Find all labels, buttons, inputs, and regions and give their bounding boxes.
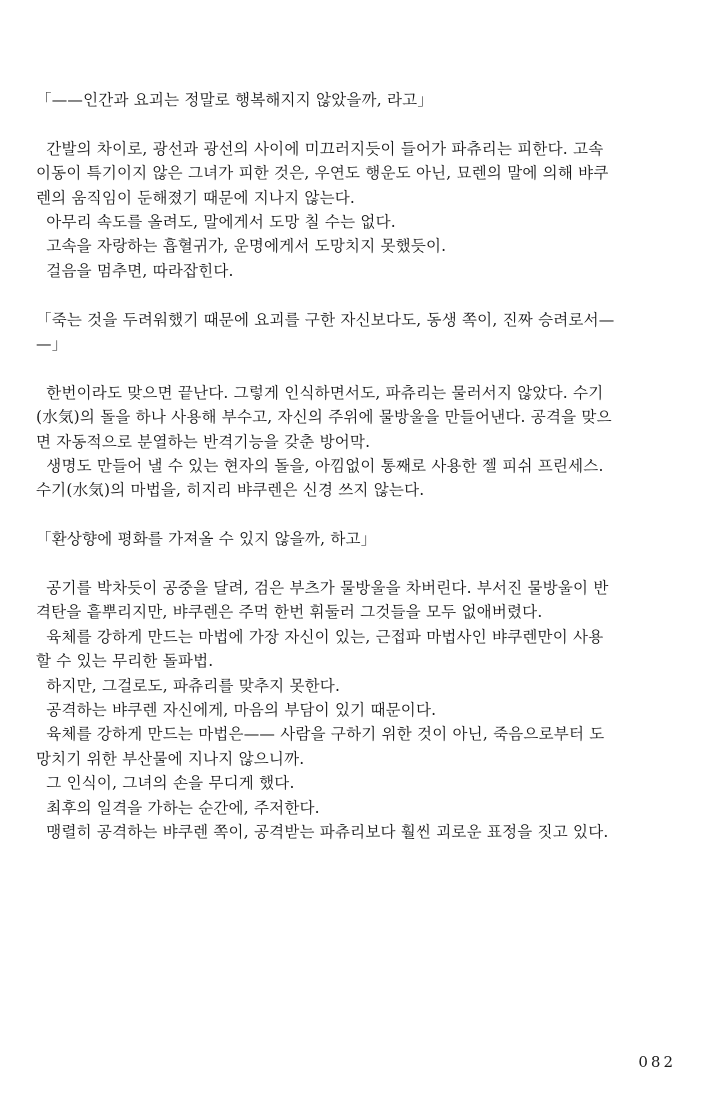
blank-line (36, 112, 678, 136)
text-line: (水気)의 돌을 하나 사용해 부수고, 자신의 주위에 물방울을 만들어낸다. 공격을 맞으 (36, 408, 612, 427)
text-line: 공격하는 뱌쿠렌 자신에게, 마음의 부담이 있기 때문이다. (36, 701, 437, 720)
text-line: 걸음을 멈추면, 따라잡힌다. (36, 261, 234, 280)
text-line: 「환상향에 평화를 가져올 수 있지 않을까, 하고」 (36, 530, 377, 549)
blank-line (36, 356, 678, 380)
text-line: 망치기 위한 부산물에 지나지 않으니까. (36, 749, 305, 768)
text-line: 하지만, 그걸로도, 파츄리를 맞추지 못한다. (36, 676, 341, 695)
text-line: 고속을 자랑하는 흡혈귀가, 운명에게서 도망치지 못했듯이. (36, 237, 447, 256)
text-line: 「——인간과 요괴는 정말로 행복해지지 않았을까, 라고」 (36, 91, 434, 109)
text-line: 수기(水気)의 마법을, 히지리 뱌쿠렌은 신경 쓰지 않는다. (36, 481, 425, 500)
text-line: —」 (36, 335, 68, 354)
text-line: 최후의 일격을 가하는 순간에, 주저한다. (36, 798, 320, 817)
blank-line (36, 283, 678, 307)
text-line: 그 인식이, 그녀의 손을 무디게 했다. (36, 774, 295, 793)
text-line: 맹렬히 공격하는 뱌쿠렌 쪽이, 공격받는 파츄리보다 훨씬 괴로운 표정을 짓고 있다. (36, 823, 609, 842)
text-line: 「죽는 것을 두려워했기 때문에 요괴를 구한 자신보다도, 동생 쪽이, 진짜 승려로서— (36, 310, 615, 329)
text-line: 간발의 차이로, 광선과 광선의 사이에 미끄러지듯이 들어가 파츄리는 피한다. 고속 (36, 139, 604, 158)
text-line: 아무리 속도를 올려도, 말에게서 도망 칠 수는 없다. (36, 213, 396, 232)
text-line: 렌의 움직임이 둔해졌기 때문에 지나지 않는다. (36, 188, 356, 207)
text-line: 면 자동적으로 분열하는 반격기능을 갖춘 방어막. (36, 432, 371, 451)
text-line: 격탄을 흩뿌리지만, 뱌쿠렌은 주먹 한번 휘둘러 그것들을 모두 없애버렸다. (36, 603, 543, 622)
text-line: 육체를 강하게 만드는 마법은—— 사람을 구하기 위한 것이 아닌, 죽음으로부터 도 (36, 725, 605, 744)
page-number: 082 (638, 1053, 676, 1071)
text-line: 한번이라도 맞으면 끝난다. 그렇게 인식하면서도, 파츄리는 물러서지 않았다. 수기 (36, 383, 604, 402)
text-line: 이동이 특기이지 않은 그녀가 피한 것은, 우연도 행운도 아닌, 묘렌의 말에 의해 뱌쿠 (36, 164, 609, 183)
text-line: 생명도 만들어 낼 수 있는 현자의 돌을, 아낌없이 통째로 사용한 젤 피쉬 프린세스. (36, 457, 604, 476)
text-line: 공기를 박차듯이 공중을 달려, 검은 부츠가 물방울을 차버린다. 부서진 물방울이 반 (36, 579, 609, 598)
text-line: 육체를 강하게 만드는 마법에 가장 자신이 있는, 근접파 마법사인 뱌쿠렌만이 사용 (36, 627, 604, 646)
text-line: 할 수 있는 무리한 돌파법. (36, 652, 214, 671)
blank-line (36, 503, 678, 527)
blank-line (36, 552, 678, 576)
body-text (36, 88, 678, 845)
